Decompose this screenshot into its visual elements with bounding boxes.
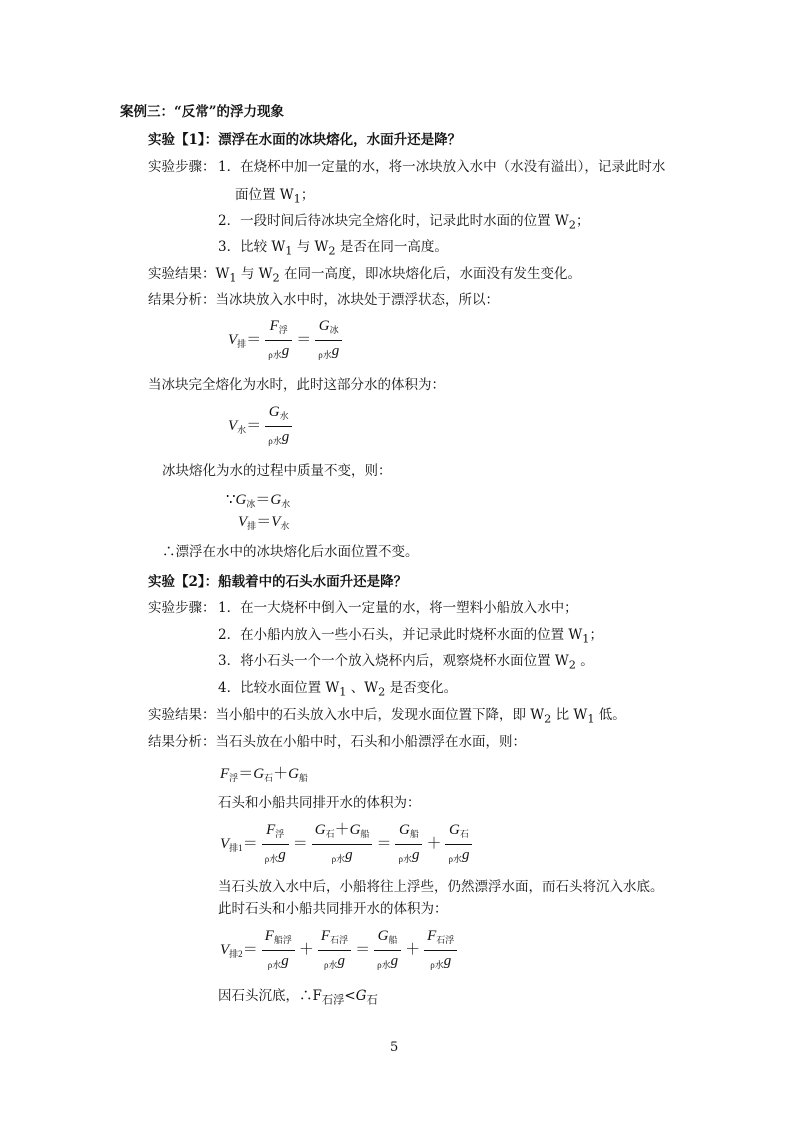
exp2-step4: 4．比较水面位置 $W_1$ 、$W_2$ 是否变化。 <box>218 680 458 699</box>
formula-v-displaced-2: $V_{排2}=$ $\frac{F_{船浮}}{_{\rho 水}g}$ ＋ $\frac{F_{石浮}}{_{\rho 水}g}$ ＝ $\frac{G_船}{_{\rho 水}g}$ ＋ $\frac{F_{石浮}}{_{\rho 水}g}$ <box>220 926 461 975</box>
exp2-analysis: 结果分析：当石头放在小船中时，石头和小船漂浮在水面，则： <box>148 734 526 750</box>
exp1-step1b: 面位置 $W_1$； <box>235 187 315 206</box>
exp1-step2: 2．一段时间后待冰块完全熔化时，记录此时水面的位置 $W_2$； <box>218 213 590 232</box>
exp2-step1: 1．在一大烧杯中倒入一定量的水，将一塑料小船放入水中； <box>218 600 578 616</box>
exp1-steps-label: 实验步骤： <box>148 159 216 175</box>
case-title: 案例三：“反常”的浮力现象 <box>120 104 285 120</box>
exp1-conclusion: ∴漂浮在水中的冰块熔化后水面位置不变。 <box>162 544 419 560</box>
exp2-step2: 2．在小船内放入一些小石头，并记录此时烧杯水面的位置 $W_1$； <box>218 627 603 646</box>
exp1-step1a: 1．在烧杯中加一定量的水，将一冰块放入水中（水没有溢出），记录此时水 <box>218 159 666 175</box>
exp1-analysis: 结果分析：当冰块放入水中时，冰块处于漂浮状态，所以： <box>148 292 499 308</box>
exp2-title: 实验【2】：船载着中的石头水面升还是降？ <box>148 574 408 590</box>
formula-v-water: $V_水=$ $\frac{G_水}{_{\rho 水}g}$ <box>228 402 296 451</box>
exp2-steps-label: 实验步骤： <box>148 600 216 616</box>
exp2-para-a: 当石头放入水中后，小船将往上浮些，仍然漂浮水面，而石头将沉入水底。 <box>218 879 664 895</box>
exp1-result: 实验结果：$W_1$ 与 $W_2$ 在同一高度，即冰块熔化后，水面没有发生变化。 <box>148 266 581 285</box>
exp1-after-melt: 当冰块完全熔化为水时，此时这部分水的体积为： <box>148 377 445 393</box>
exp2-step3: 3．将小石头一个一个放入烧杯内后，观察烧杯水面位置 $W_2$ 。 <box>218 653 594 672</box>
formula-g-equal: $\because G_冰=G_水$ <box>226 492 291 509</box>
formula-buoyancy-total: $F_浮=G_石+G_船$ <box>220 766 308 783</box>
formula-v-displaced-1: $V_{排1}=$ $\frac{F_浮}{_{\rho 水}g}$ ＝ $\frac{G_石+G_船}{_{\rho 水}g}$ ＝ $\frac{G_船}{_{\rho 水}g}$ ＋ $\frac{G_石}{_{\rho 水}g}$ <box>220 820 476 869</box>
exp2-volume-line1: 石头和小船共同排开水的体积为： <box>218 795 421 811</box>
exp1-mass-line: 冰块熔化为水的过程中质量不变，则： <box>162 463 392 479</box>
exp1-title: 实验【1】：漂浮在水面的冰块熔化，水面升还是降？ <box>148 132 462 148</box>
page-number: 5 <box>390 1040 399 1055</box>
exp1-step3: 3．比较 $W_1$ 与 $W_2$ 是否在同一高度。 <box>218 239 448 258</box>
exp2-sink-line: 因石头沉底，$\therefore F_{石浮}<G_石$ <box>218 988 378 1007</box>
formula-v-equal: $V_排=V_水$ <box>238 514 290 531</box>
exp2-result: 实验结果：当小船中的石头放入水中后，发现水面位置下降，即 $W_2$ 比 $W_1$ 低。 <box>148 707 626 726</box>
formula-v-displaced: $V_排=$ $\frac{F_浮}{_{\rho 水}g}$ ＝ $\frac{G_冰}{_{\rho 水}g}$ <box>228 316 346 365</box>
exp2-para-b: 此时石头和小船共同排开水的体积为： <box>218 901 448 917</box>
